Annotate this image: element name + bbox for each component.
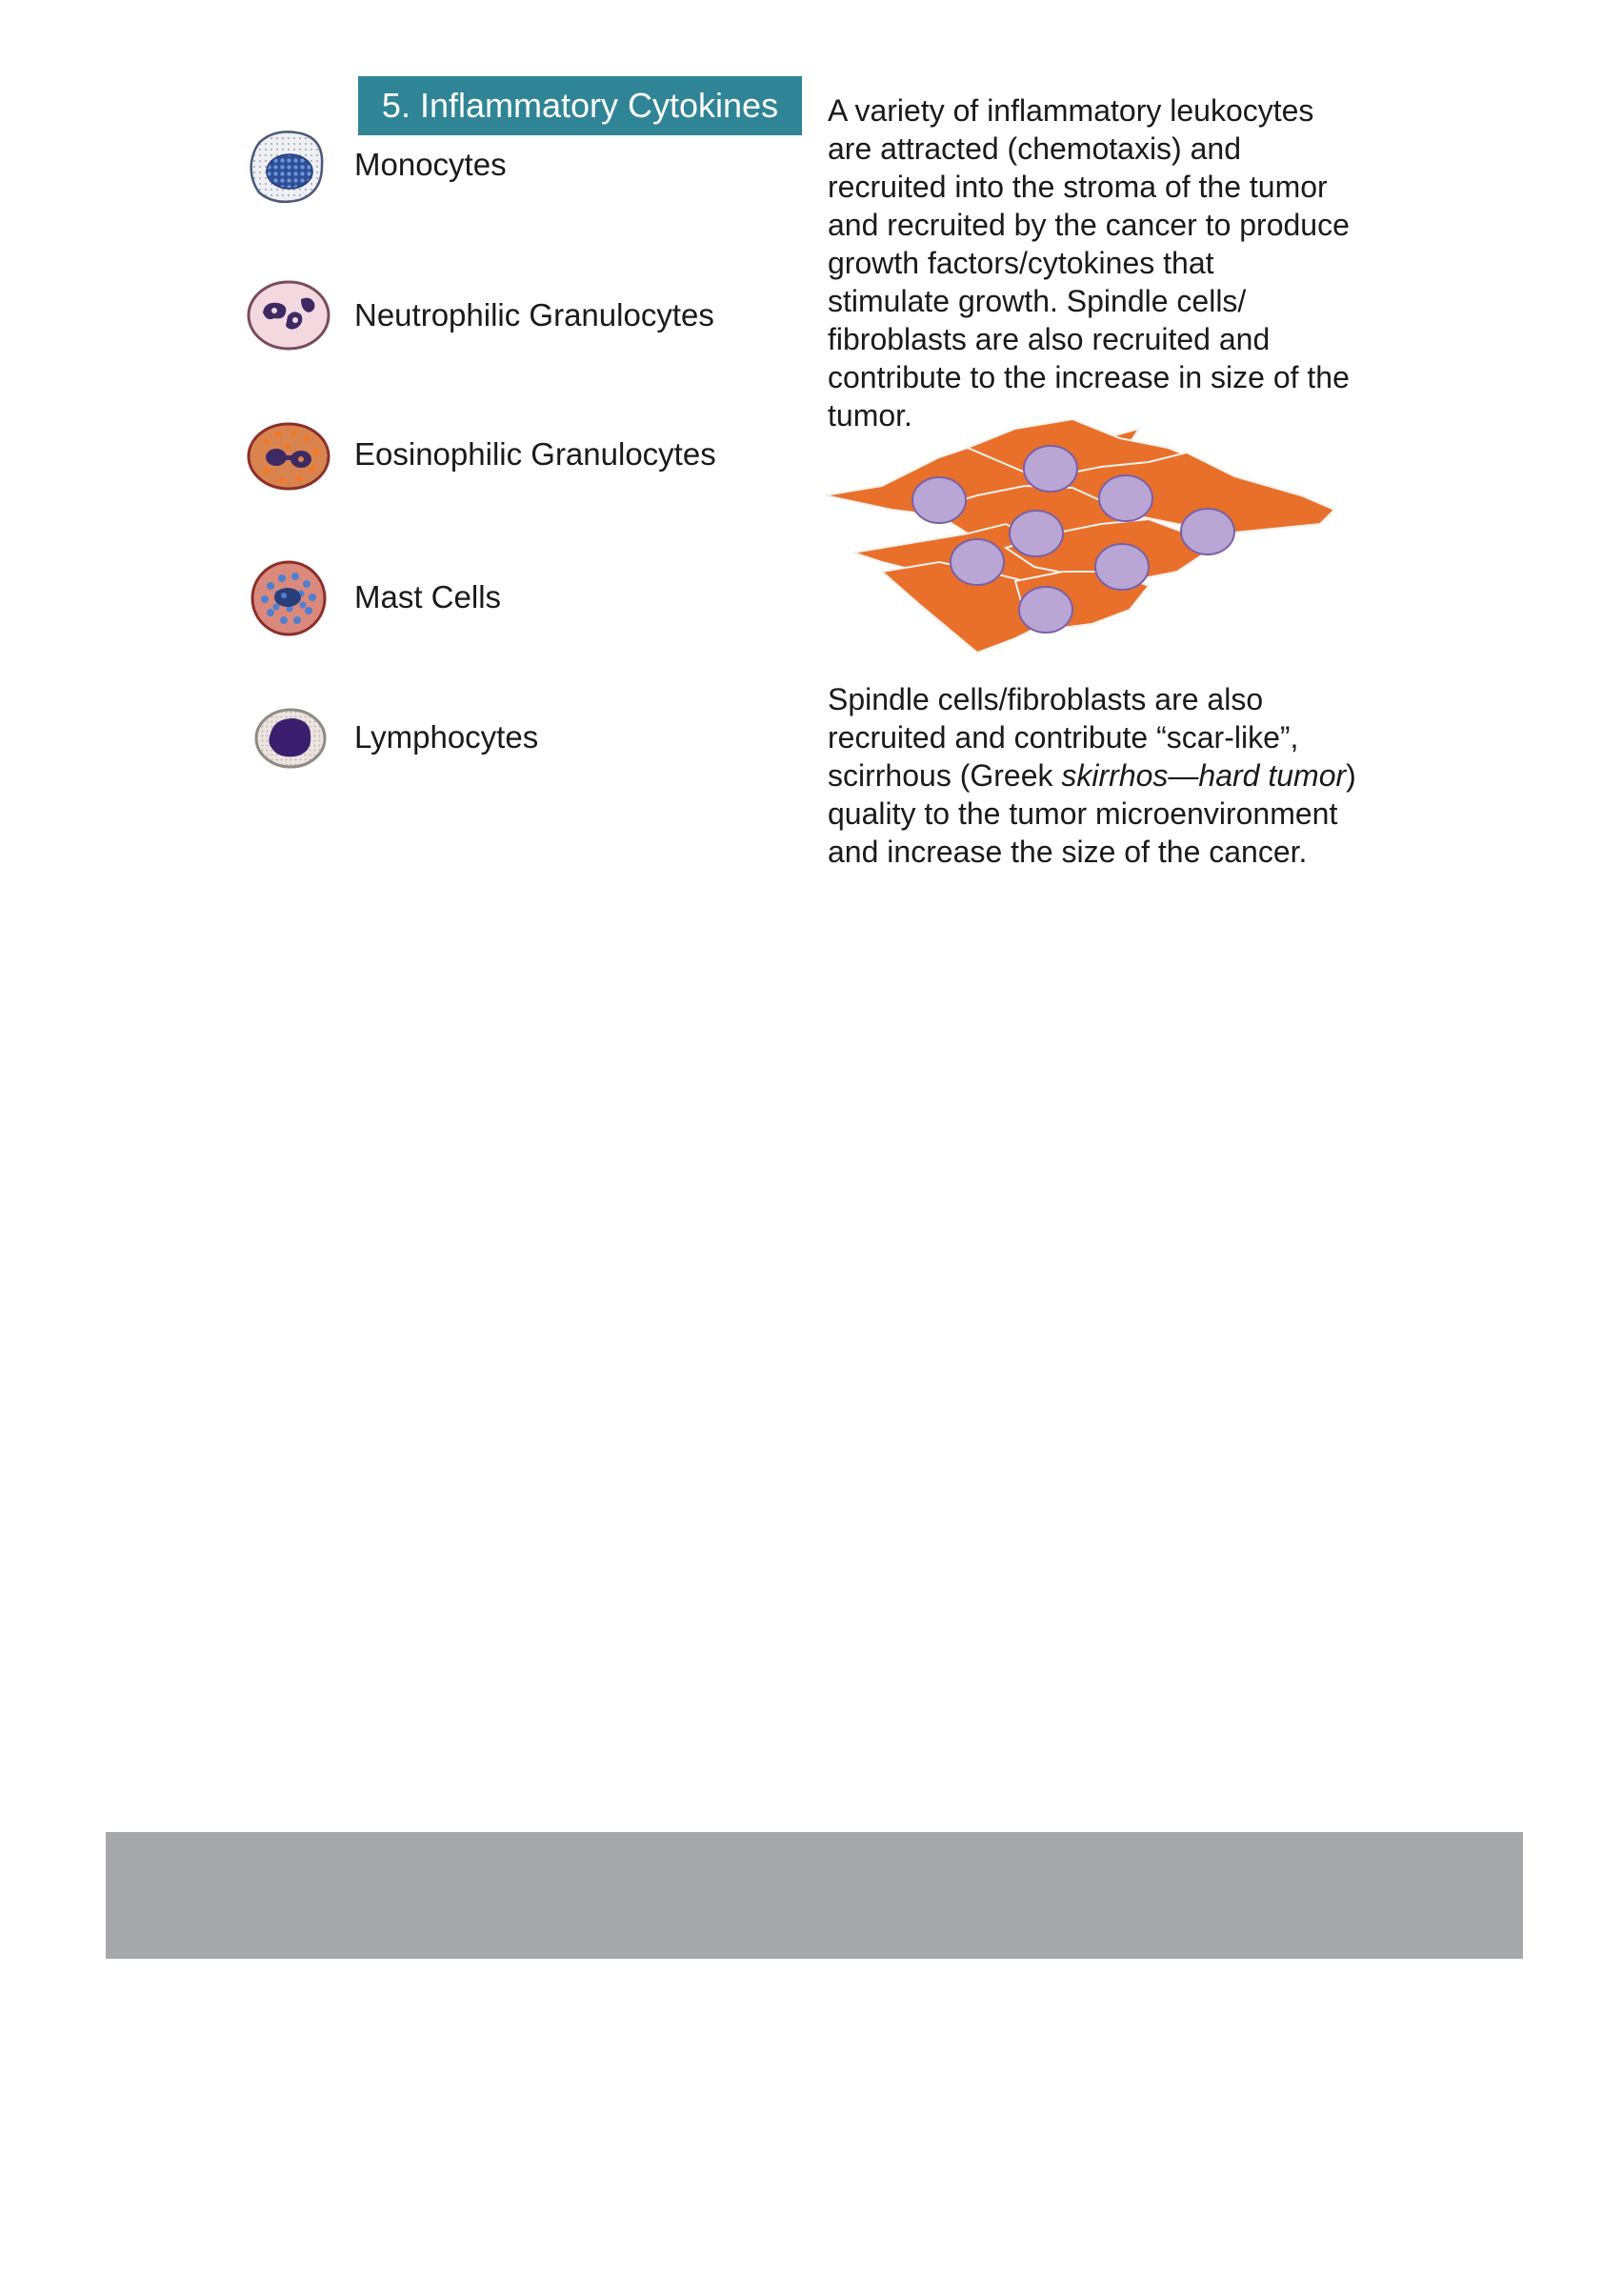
- cell-item-lymphocytes: [246, 695, 779, 783]
- description-paragraph: [828, 91, 1399, 434]
- text-line: and increase the size of the cancer.: [828, 835, 1308, 869]
- cell-label: Neutrophilic Granulocytes: [354, 297, 714, 332]
- section-title: 5. Inflammatory Cytokines: [358, 76, 802, 135]
- fibroblast-illustration: [825, 419, 1339, 657]
- cell-label: Eosinophilic Granulocytes: [354, 436, 716, 472]
- footer-band: [106, 1832, 1523, 1959]
- eosinophil-icon: [246, 413, 331, 499]
- text-line: [828, 756, 1399, 795]
- text-fragment: ): [1346, 758, 1356, 793]
- lymphocyte-icon: [246, 695, 331, 781]
- text-line: stimulate growth. Spindle cells/: [828, 284, 1247, 318]
- text-fragment: scirrhous (Greek: [828, 758, 1062, 793]
- cell-label: Mast Cells: [354, 579, 502, 614]
- text-line: quality to the tumor microenvironment: [828, 796, 1338, 831]
- text-line: contribute to the increase in size of the: [828, 360, 1350, 394]
- text-line: recruited into the stroma of the tumor: [828, 170, 1328, 204]
- text-line: A variety of inflammatory leukocytes: [828, 93, 1314, 128]
- cell-label: Monocytes: [354, 147, 507, 182]
- text-line: are attracted (chemotaxis) and: [828, 131, 1241, 166]
- text-line: Spindle cells/fibroblasts are also: [828, 682, 1264, 716]
- cell-label: Lymphocytes: [354, 719, 539, 755]
- neutrophil-icon: [246, 272, 331, 358]
- cell-item-neutrophils: [246, 272, 779, 360]
- text-line: tumor.: [828, 398, 912, 433]
- text-line: recruited and contribute “scar-like”,: [828, 720, 1299, 755]
- text-line: growth factors/cytokines that: [828, 246, 1214, 280]
- monocyte-icon: [246, 124, 331, 210]
- text-line: fibroblasts are also recruited and: [828, 322, 1271, 356]
- mast-cell-icon: [246, 555, 331, 641]
- cell-item-mast-cells: [246, 555, 779, 643]
- spindle-cells-paragraph: [828, 680, 1399, 871]
- text-line: and recruited by the cancer to produce: [828, 208, 1350, 242]
- cell-item-monocytes: [246, 124, 779, 211]
- italic-term: skirrhos—hard tumor: [1061, 758, 1347, 793]
- cell-item-eosinophils: [246, 413, 779, 501]
